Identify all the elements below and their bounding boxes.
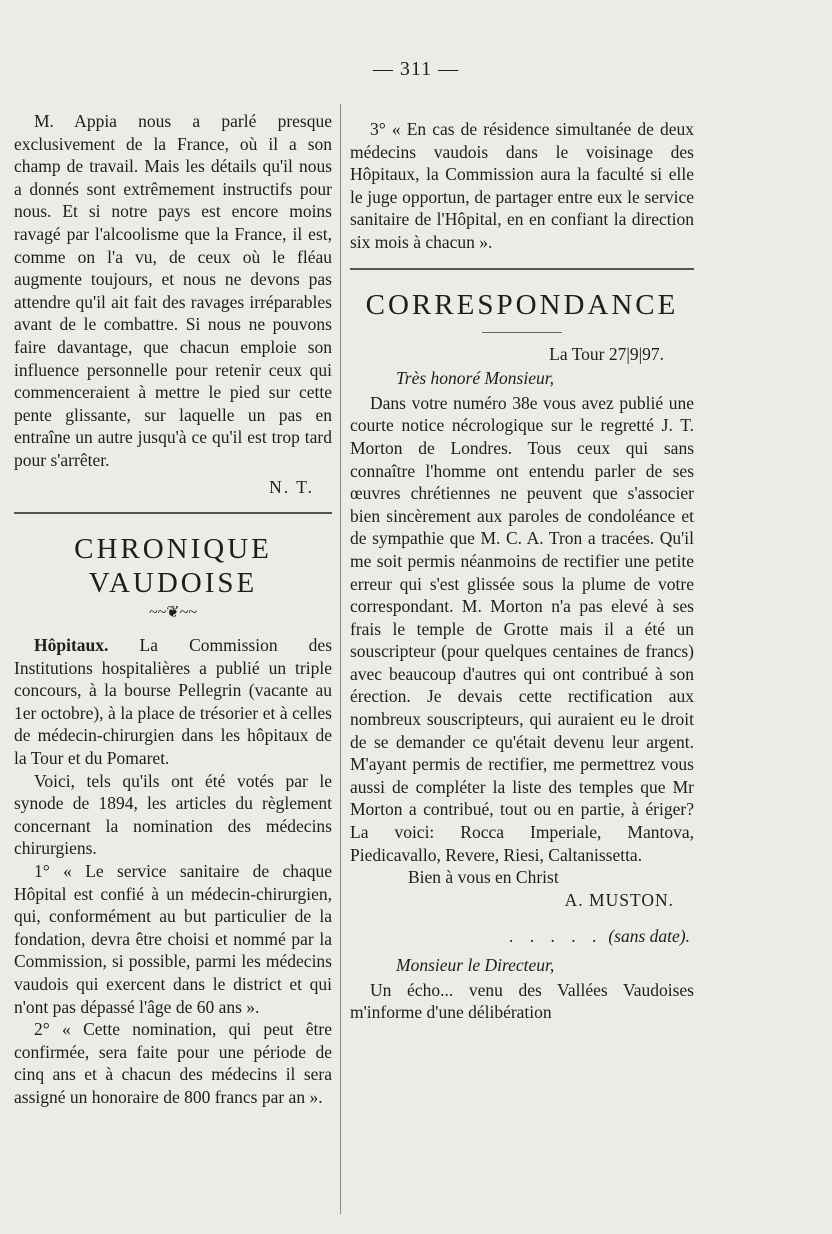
hospital-text: La Commission des Institutions hospitalières a publié un triple concours, à la bourse Pellegrin (vacante au 1er octobre), à la place de trésorier et à celles de médecin-chirurgien dans les hôpitaux de la Tour et du Pomaret. <box>14 635 332 769</box>
date-dots: . . . . . <box>508 926 603 947</box>
ornament-rule <box>482 332 562 333</box>
articles-intro: Voici, tels qu'ils ont été votés par le synode de 1894, les articles du règlement concernant la nomination des médecins chirurgiens. <box>14 770 332 859</box>
letter-closing: Bien à vous en Christ <box>408 867 559 888</box>
letter-signature: A. MUSTON. <box>564 889 674 910</box>
author-signature: N. T. <box>269 476 314 497</box>
article-2: 2° « Cette nomination, qui peut être confirmée, sera faite pour une période de cinq ans et à chacun des médecins il sera assigné un honoraire de 800 francs par an ». <box>14 1019 332 1107</box>
page-number: — 311 — <box>372 58 460 80</box>
right-column <box>350 118 694 1024</box>
letter-place-date: La Tour 27|9|97. <box>549 343 664 364</box>
date-text: (sans date). <box>608 926 690 947</box>
left-column <box>14 110 332 1109</box>
section-rule <box>14 512 332 514</box>
section-title-chronique: CHRONIQUE VAUDOISE <box>74 533 272 600</box>
article-1: 1° « Le service sanitaire de chaque Hôpital est confié à un médecin-chirurgien, qui, conformément au but particulier de la fondation, devra être choisi et nommé par la Commission, si possible, parmi les médecins vaudois qui exercent dans le district et qui n'ont pas dépassé l'âge de 60 ans ». <box>14 861 332 1017</box>
hospital-lead: Hôpitaux. <box>34 635 109 656</box>
intro-paragraph: M. Appia nous a parlé presque exclusivement de la France, où il a son champ de travail. Mais les détails qu'il nous a donnés sont extrêmement instructifs pour nous. Et si notre pays est encore moins ravagé par l'alcoolisme que la France, il est, comme on l'a vu, de ceux où le fléau augmente toujours, et nous ne devons pas attendre qu'il ait fait des ravages irréparables avant de le combattre. Si nous ne pouvons faire davantage, que chacun emploie son influence personnelle pour retenir ceux qui commenceraient à mettre le pied sur cette pente glissante, sur laquelle un pas en entraîne un autre jusqu'à ce qu'il est trop tard pour s'arrêter. <box>14 111 332 470</box>
hospital-paragraph <box>14 634 332 770</box>
letter-body: Dans votre numéro 38e vous avez publié une courte notice nécrologique sur le regretté J. T. Morton de Londres. Tous ceux qui sans connaître l'homme ont entendu parler de ses œuvres chrétiennes ne peuvent que s'associer bien sincèrement aux paroles de condoléance et de sympathie que M. C. A. Tron a tracées. Qu'il me soit permis néanmoins de rectifier une petite erreur qui s'est glissée sous la plume de votre correspondant. M. Morton n'a pas elevé à ses frais le temple de Grotte mais il a été un souscripteur (pour quelques centaines de francs) avec beaucoup d'autres qui ont contribué à son érection. Je devais cette rectification aux nombreux souscripteurs, qui auraient eu le droit de se demander ce qu'était devenu leur argent. M'ayant permis de rectifier, me permettrez vous aussi de compléter la liste des temples que Mr Morton a contribué, tout ou en partie, à ériger? La voici: Rocca Imperiale, Mantova, Piedicavallo, Revere, Riesi, Caltanissetta. <box>350 392 694 865</box>
second-letter-salutation: Monsieur le Directeur, <box>396 955 555 975</box>
second-letter-date <box>350 925 694 948</box>
second-letter-body: Un écho... venu des Vallées Vaudoises m'informe d'une délibération <box>350 979 694 1023</box>
letter-salutation: Très honoré Monsieur, <box>396 368 554 389</box>
column-divider <box>340 104 341 1214</box>
article-3: 3° « En cas de résidence simultanée de deux médecins vaudois dans le voisinage des Hôpitaux, la Commission aura la faculté si elle le juge opportun, de partager entre eux le service sanitaire de l'Hôpital, en en confiant la direction six mois à chacun ». <box>350 119 694 252</box>
section-rule <box>350 268 694 270</box>
ornament-divider: ~~❦~~ <box>148 604 198 622</box>
section-title-correspondance: CORRESPONDANCE <box>365 288 679 321</box>
